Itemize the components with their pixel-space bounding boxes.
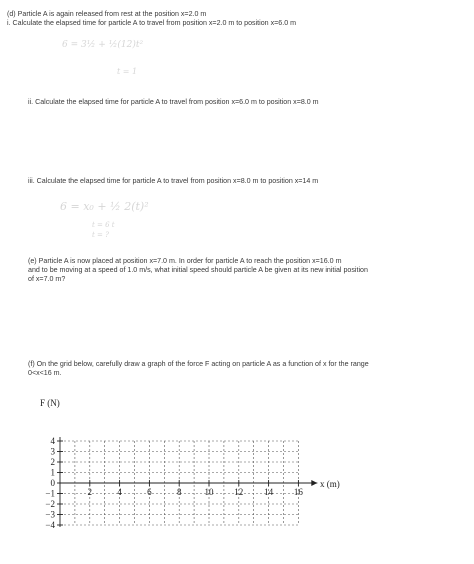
y-tick-label: 4 (50, 436, 55, 446)
y-tick-label: −4 (45, 520, 55, 530)
handwriting-d2: t = 1 (117, 67, 138, 76)
handwriting-d1: 6 = 3½ + ½(12)t² (62, 40, 144, 50)
part-f-line2: 0<x<16 m. (28, 369, 62, 377)
y-tick-label: −1 (45, 488, 55, 499)
x-tick-label: 14 (264, 487, 274, 497)
y-tick-label: 3 (50, 446, 55, 457)
x-tick-label: 6 (147, 487, 152, 497)
part-d-i: i. Calculate the elapsed time for particle A to travel from position x=2.0 m to position x=6.0 m (7, 19, 297, 27)
handwriting-iii2: t = 6 t (92, 221, 115, 229)
y-tick-label: −2 (45, 499, 55, 509)
y-axis-label: F (N) (40, 398, 60, 408)
y-tick-label: 0 (50, 478, 55, 488)
part-e-line3: of x=7.0 m? (28, 275, 66, 283)
x-axis-label: x (m) (320, 479, 340, 489)
x-tick-label: 2 (87, 487, 93, 497)
y-tick-label: 1 (50, 467, 55, 478)
part-d-ii: ii. Calculate the elapsed time for particle A to travel from position x=6.0 m to position x=8.0 m (28, 98, 319, 106)
part-e-line2: and to be moving at a speed of 1.0 m/s, what initial speed should particle A be given at its new initial position (28, 266, 368, 274)
part-d-heading: (d) Particle A is again released from rest at the position x=2.0 m (7, 10, 207, 18)
part-f-line1: (f) On the grid below, carefully draw a graph of the force F acting on particle A as a function of x for the range (28, 360, 369, 368)
handwriting-iii1: 6 = x₀ + ½ 2(t)² (60, 200, 149, 213)
x-tick-label: 10 (204, 487, 214, 497)
x-tick-label: 16 (293, 487, 303, 497)
part-e-line1: (e) Particle A is now placed at position x=7.0 m. In order for particle A to reach the position x=16.0 m (28, 257, 342, 265)
x-axis-arrow-icon (311, 480, 317, 486)
x-tick-label: 8 (176, 487, 182, 497)
x-tick-label: 12 (234, 487, 244, 497)
handwriting-iii3: t = ? (92, 231, 109, 239)
x-tick-label: 4 (117, 487, 122, 497)
part-d-iii: iii. Calculate the elapsed time for particle A to travel from position x=8.0 m to position x=14 m (28, 177, 319, 185)
y-tick-label: −3 (45, 509, 55, 520)
y-tick-label: 2 (50, 457, 55, 467)
